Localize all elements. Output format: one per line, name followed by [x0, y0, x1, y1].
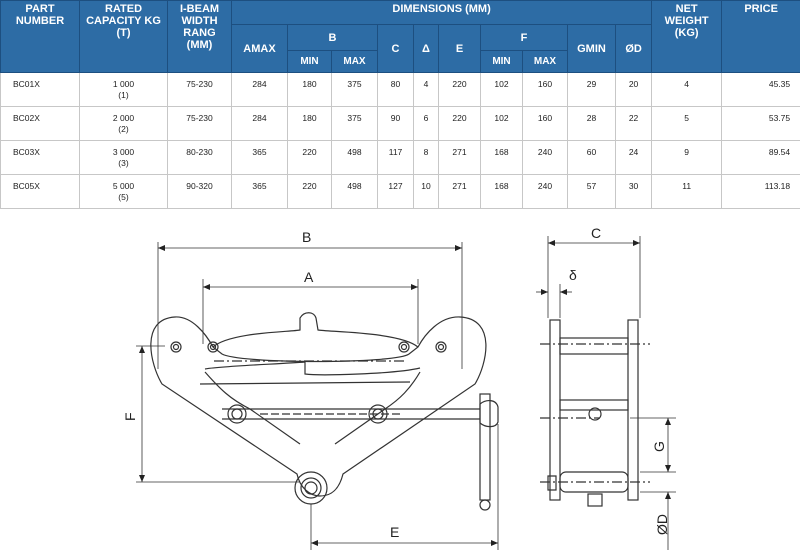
e-cell: 271: [439, 141, 481, 175]
header-b: B: [288, 25, 378, 51]
capacity-cell: 1 000 (1): [80, 73, 168, 107]
header-od: ØD: [616, 25, 652, 73]
header-part-number: PART NUMBER: [1, 1, 80, 73]
header-delta: Δ: [414, 25, 439, 73]
b-min-cell: 180: [288, 73, 332, 107]
header-amax: AMAX: [232, 25, 288, 73]
header-rated-capacity: RATED CAPACITY KG (T): [80, 1, 168, 73]
dimension-label-od: ØD: [654, 514, 670, 535]
dimension-label-e: E: [390, 524, 400, 540]
part-number-cell: BC01X: [1, 73, 80, 107]
price-cell: 113.18: [722, 175, 800, 209]
weight-cell: 4: [652, 73, 722, 107]
f-min-cell: 102: [481, 107, 523, 141]
spec-table: [0, 0, 800, 209]
delta-cell: 8: [414, 141, 439, 175]
delta-cell: 10: [414, 175, 439, 209]
c-cell: 127: [378, 175, 414, 209]
amax-cell: 284: [232, 107, 288, 141]
b-min-cell: 220: [288, 175, 332, 209]
f-min-cell: 168: [481, 175, 523, 209]
gmin-cell: 60: [568, 141, 616, 175]
weight-cell: 11: [652, 175, 722, 209]
part-number-cell: BC05X: [1, 175, 80, 209]
c-cell: 80: [378, 73, 414, 107]
price-cell: 45.35: [722, 73, 800, 107]
c-cell: 117: [378, 141, 414, 175]
delta-cell: 6: [414, 107, 439, 141]
b-max-cell: 498: [332, 141, 378, 175]
dimension-label-b: B: [302, 229, 312, 245]
e-cell: 220: [439, 107, 481, 141]
front-dimensions: [136, 242, 498, 550]
delta-cell: 4: [414, 73, 439, 107]
c-cell: 90: [378, 107, 414, 141]
b-max-cell: 498: [332, 175, 378, 209]
beam-clamp-drawing: [0, 214, 800, 555]
clamp-front-view: [151, 313, 486, 504]
clamp-side-view: [540, 320, 650, 506]
b-max-cell: 375: [332, 107, 378, 141]
capacity-cell: 2 000 (2): [80, 107, 168, 141]
header-b-max: MAX: [332, 51, 378, 73]
od-cell: 30: [616, 175, 652, 209]
gmin-cell: 29: [568, 73, 616, 107]
header-f-min: MIN: [481, 51, 523, 73]
ibeam-range-cell: 75-230: [168, 107, 232, 141]
header-c: C: [378, 25, 414, 73]
dimension-label-c: C: [591, 225, 602, 241]
od-cell: 22: [616, 107, 652, 141]
header-net-weight: NET WEIGHT (KG): [652, 1, 722, 73]
header-f-max: MAX: [523, 51, 568, 73]
weight-cell: 9: [652, 141, 722, 175]
gmin-cell: 57: [568, 175, 616, 209]
b-min-cell: 220: [288, 141, 332, 175]
capacity-cell: 5 000 (5): [80, 175, 168, 209]
table-row: [1, 175, 800, 209]
dimension-label-f: F: [122, 412, 138, 421]
b-max-cell: 375: [332, 73, 378, 107]
capacity-cell: 3 000 (3): [80, 141, 168, 175]
ibeam-range-cell: 90-320: [168, 175, 232, 209]
e-cell: 220: [439, 73, 481, 107]
f-max-cell: 240: [523, 141, 568, 175]
e-cell: 271: [439, 175, 481, 209]
f-max-cell: 160: [523, 107, 568, 141]
price-cell: 53.75: [722, 107, 800, 141]
f-max-cell: 160: [523, 73, 568, 107]
header-b-min: MIN: [288, 51, 332, 73]
f-max-cell: 240: [523, 175, 568, 209]
header-dimensions: DIMENSIONS (MM): [232, 1, 652, 25]
f-min-cell: 102: [481, 73, 523, 107]
side-dimensions: [536, 236, 676, 550]
header-price: PRICE: [722, 1, 800, 73]
amax-cell: 365: [232, 175, 288, 209]
amax-cell: 284: [232, 73, 288, 107]
part-number-cell: BC03X: [1, 141, 80, 175]
dimension-label-a: A: [304, 269, 314, 285]
ibeam-range-cell: 80-230: [168, 141, 232, 175]
od-cell: 20: [616, 73, 652, 107]
dimension-label-delta: δ: [569, 267, 577, 283]
dimension-label-g: G: [651, 441, 667, 452]
header-e: E: [439, 25, 481, 73]
price-cell: 89.54: [722, 141, 800, 175]
gmin-cell: 28: [568, 107, 616, 141]
header-f: F: [481, 25, 568, 51]
header-gmin: GMIN: [568, 25, 616, 73]
table-row: [1, 107, 800, 141]
f-min-cell: 168: [481, 141, 523, 175]
part-number-cell: BC02X: [1, 107, 80, 141]
od-cell: 24: [616, 141, 652, 175]
header-ibeam-width: I-BEAM WIDTH RANG (MM): [168, 1, 232, 73]
b-min-cell: 180: [288, 107, 332, 141]
table-row: [1, 73, 800, 107]
weight-cell: 5: [652, 107, 722, 141]
ibeam-range-cell: 75-230: [168, 73, 232, 107]
amax-cell: 365: [232, 141, 288, 175]
table-row: [1, 141, 800, 175]
